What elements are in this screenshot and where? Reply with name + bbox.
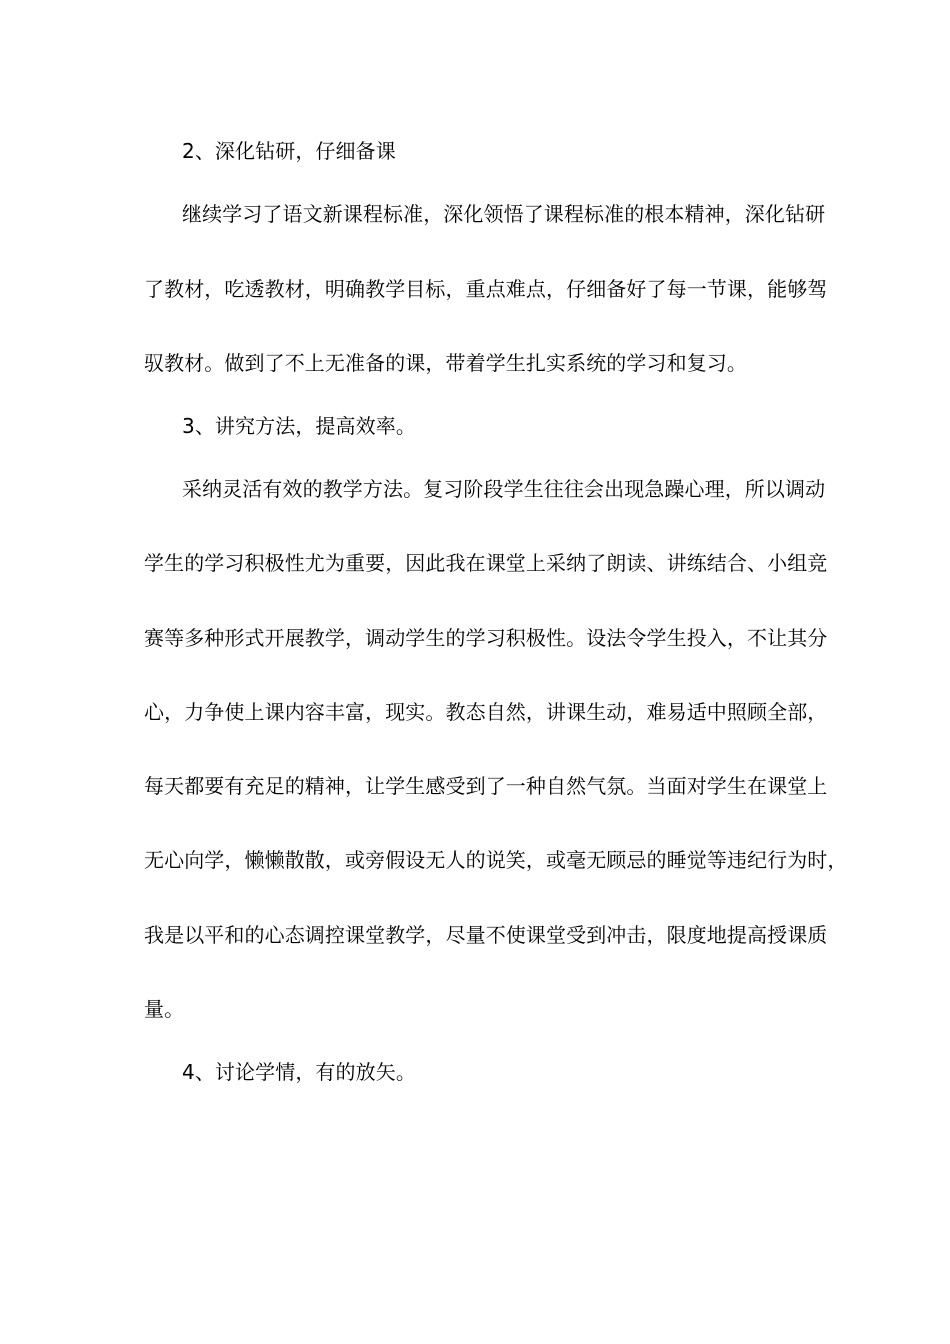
section-3-paragraph-line: 无心向学，懒懒散散，或旁假设无人的说笑，或毫无顾忌的睡觉等违纪行为时， [144,848,848,872]
section-3-paragraph-line: 每天都要有充足的精神，让学生感受到了一种自然气氛。当面对学生在课堂上 [144,774,828,798]
section-3-paragraph-line: 采纳灵活有效的教学方法。复习阶段学生往往会出现急躁心理，所以调动 [182,477,826,501]
section-4-heading: 4、讨论学情，有的放矢。 [182,1060,416,1084]
section-3-paragraph-line: 我是以平和的心态调控课堂教学，尽量不使课堂受到冲击，限度地提高授课质 [144,923,828,947]
section-3-heading: 3、讲究方法，提高效率。 [182,414,416,438]
section-2-paragraph-line: 驭教材。做到了不上无准备的课，带着学生扎实系统的学习和复习。 [144,351,747,375]
section-3-paragraph-line: 心，力争使上课内容丰富，现实。教态自然，讲课生动，难易适中照顾全部， [144,700,828,724]
section-3-paragraph-line: 量。 [144,997,185,1021]
section-3-paragraph-line: 学生的学习积极性尤为重要，因此我在课堂上采纳了朗读、讲练结合、小组竞 [144,551,828,575]
section-2-heading: 2、深化钻研，仔细备课 [182,139,396,163]
section-2-paragraph-line: 了教材，吃透教材，明确教学目标，重点难点，仔细备好了每一节课，能够驾 [144,277,828,301]
section-3-paragraph-line: 赛等多种形式开展教学，调动学生的学习积极性。设法令学生投入，不让其分 [144,626,828,650]
section-2-paragraph-line: 继续学习了语文新课程标准，深化领悟了课程标准的根本精神，深化钻研 [182,202,826,226]
